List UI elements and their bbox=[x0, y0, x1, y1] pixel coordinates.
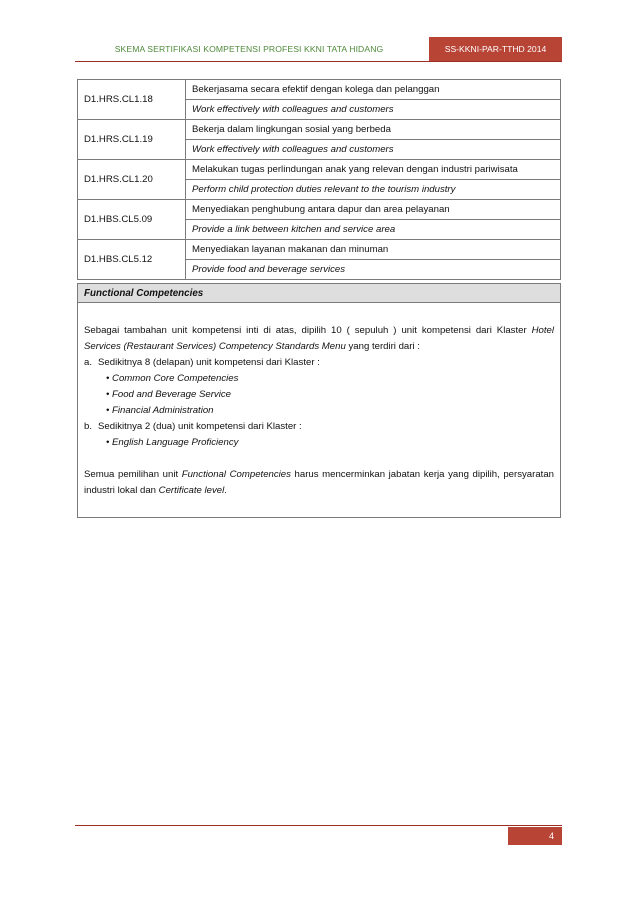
page-header bbox=[75, 37, 562, 62]
unit-title-en: Provide a link between kitchen and service area bbox=[186, 220, 561, 240]
table-row bbox=[78, 240, 561, 260]
page-number: 4 bbox=[508, 827, 562, 845]
unit-title-id: Bekerjasama secara efektif dengan kolega dan pelanggan bbox=[186, 80, 561, 100]
unit-title-en: Work effectively with colleagues and customers bbox=[186, 100, 561, 120]
closing-paragraph bbox=[84, 467, 554, 499]
header-code: SS-KKNI-PAR-TTHD 2014 bbox=[429, 37, 562, 61]
spacer bbox=[84, 451, 554, 467]
unit-code: D1.HRS.CL1.19 bbox=[78, 120, 186, 160]
core-units-table bbox=[77, 79, 561, 280]
intro-paragraph bbox=[84, 323, 554, 355]
functional-competencies-body bbox=[77, 302, 561, 518]
closing-text-mid: harus mencerminkan jabatan kerja yang dipilih, persyaratan industri lokal dan bbox=[84, 469, 554, 496]
list-item bbox=[84, 355, 554, 371]
intro-text: Sebagai tambahan unit kompetensi inti di atas, dipilih 10 ( sepuluh ) unit kompetensi dari Klaster bbox=[84, 325, 532, 336]
table-row bbox=[78, 200, 561, 220]
page-footer bbox=[75, 825, 562, 841]
list-item-text: Sedikitnya 2 (dua) unit kompetensi dari Klaster : bbox=[98, 421, 302, 432]
bullet-item: • English Language Proficiency bbox=[106, 437, 239, 448]
unit-title-id: Bekerja dalam lingkungan sosial yang berbeda bbox=[186, 120, 561, 140]
closing-text: Semua pemilihan unit bbox=[84, 469, 182, 480]
header-title: SKEMA SERTIFIKASI KOMPETENSI PROFESI KKNI TATA HIDANG bbox=[114, 44, 384, 54]
unit-code: D1.HRS.CL1.18 bbox=[78, 80, 186, 120]
bullet-item: • Financial Administration bbox=[106, 405, 214, 416]
unit-title-en: Provide food and beverage services bbox=[186, 260, 561, 280]
bullet-item: • Common Core Competencies bbox=[106, 373, 239, 384]
closing-emphasis: Functional Competencies bbox=[181, 469, 291, 480]
closing-emphasis-level: Certificate level bbox=[158, 485, 225, 496]
unit-code: D1.HRS.CL1.20 bbox=[78, 160, 186, 200]
unit-code: D1.HBS.CL5.12 bbox=[78, 240, 186, 280]
table-row bbox=[78, 160, 561, 180]
functional-competencies-heading: Functional Competencies bbox=[77, 283, 561, 303]
list-item-text: Sedikitnya 8 (delapan) unit kompetensi dari Klaster : bbox=[98, 357, 320, 368]
list-marker: a. bbox=[84, 357, 93, 368]
closing-text-end: . bbox=[224, 485, 227, 496]
unit-title-id: Menyediakan penghubung antara dapur dan area pelayanan bbox=[186, 200, 561, 220]
intro-text-end: yang terdiri dari : bbox=[345, 341, 420, 352]
unit-code: D1.HBS.CL5.09 bbox=[78, 200, 186, 240]
unit-title-id: Menyediakan layanan makanan dan minuman bbox=[186, 240, 561, 260]
bullet-item: • Food and Beverage Service bbox=[106, 389, 231, 400]
list-item bbox=[84, 419, 554, 435]
unit-title-id: Melakukan tugas perlindungan anak yang relevan dengan industri pariwisata bbox=[186, 160, 561, 180]
intro-menu-name: Hotel Services (Restaurant Services) Competency Standards Menu bbox=[84, 325, 554, 352]
table-row bbox=[78, 120, 561, 140]
table-row bbox=[78, 80, 561, 100]
unit-title-en: Perform child protection duties relevant to the tourism industry bbox=[186, 180, 561, 200]
list-marker: b. bbox=[84, 421, 93, 432]
unit-title-en: Work effectively with colleagues and customers bbox=[186, 140, 561, 160]
